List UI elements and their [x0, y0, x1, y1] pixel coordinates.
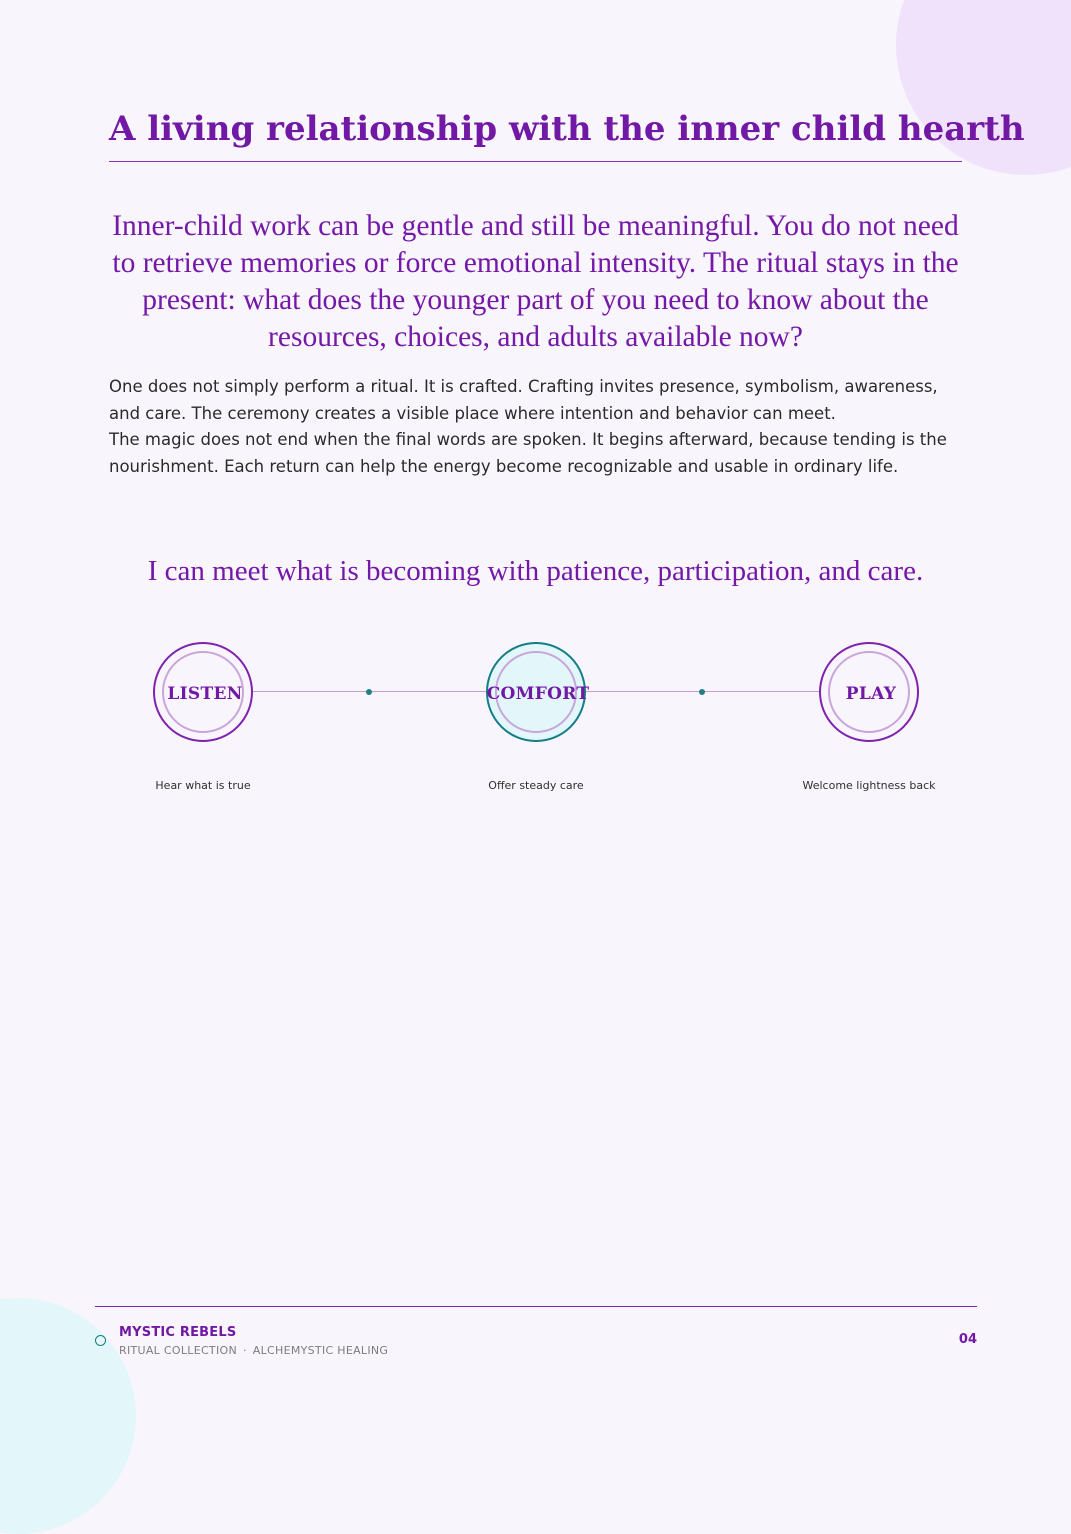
step-listen-label: LISTEN [167, 684, 243, 704]
page-number: 04 [958, 1332, 977, 1347]
step-comfort-caption: Offer steady care [488, 779, 584, 792]
footer-separator: · [242, 1344, 247, 1357]
body-paragraph: One does not simply perform a ritual. It is crafted. Crafting invites presence, symbolism, awareness, and care. The ceremony creates a visible place where intention and behavior can meet. [109, 377, 938, 423]
connector-dot [366, 689, 372, 695]
footer-divider [95, 1306, 977, 1307]
step-play-label: PLAY [845, 684, 897, 704]
circle-icon [95, 1335, 106, 1346]
step-comfort-label: COMFORT [486, 684, 590, 704]
title-divider [109, 161, 962, 162]
footer-series: ALCHEMYSTIC HEALING [252, 1344, 389, 1357]
step-listen-circle [153, 642, 253, 742]
footer-brand: MYSTIC REBELS [119, 1325, 237, 1340]
lead-paragraph: Inner-child work can be gentle and still be meaningful. You do not need to retrieve memories or force emotional intensity. The ritual stays in the present: what does the younger part of you need to know about the resources, choices, and adults available now? [112, 210, 959, 353]
body-paragraph: The magic does not end when the final words are spoken. It begins afterward, because tending is the nourishment. Each return can help the energy become recognizable and usable in ordinary life. [109, 430, 947, 476]
footer-subtitle [119, 1344, 388, 1357]
decorative-circle-bottom [0, 1298, 136, 1534]
step-listen-caption: Hear what is true [155, 779, 251, 792]
body-text [109, 374, 971, 480]
connector-dot [699, 689, 705, 695]
step-play-circle [819, 642, 919, 742]
step-comfort-circle [486, 642, 590, 742]
step-play-caption: Welcome lightness back [802, 779, 936, 792]
footer-collection: RITUAL COLLECTION [119, 1344, 237, 1357]
page-title: A living relationship with the inner child hearth [109, 109, 1025, 149]
affirmation-quote: I can meet what is becoming with patience, participation, and care. [147, 555, 924, 587]
